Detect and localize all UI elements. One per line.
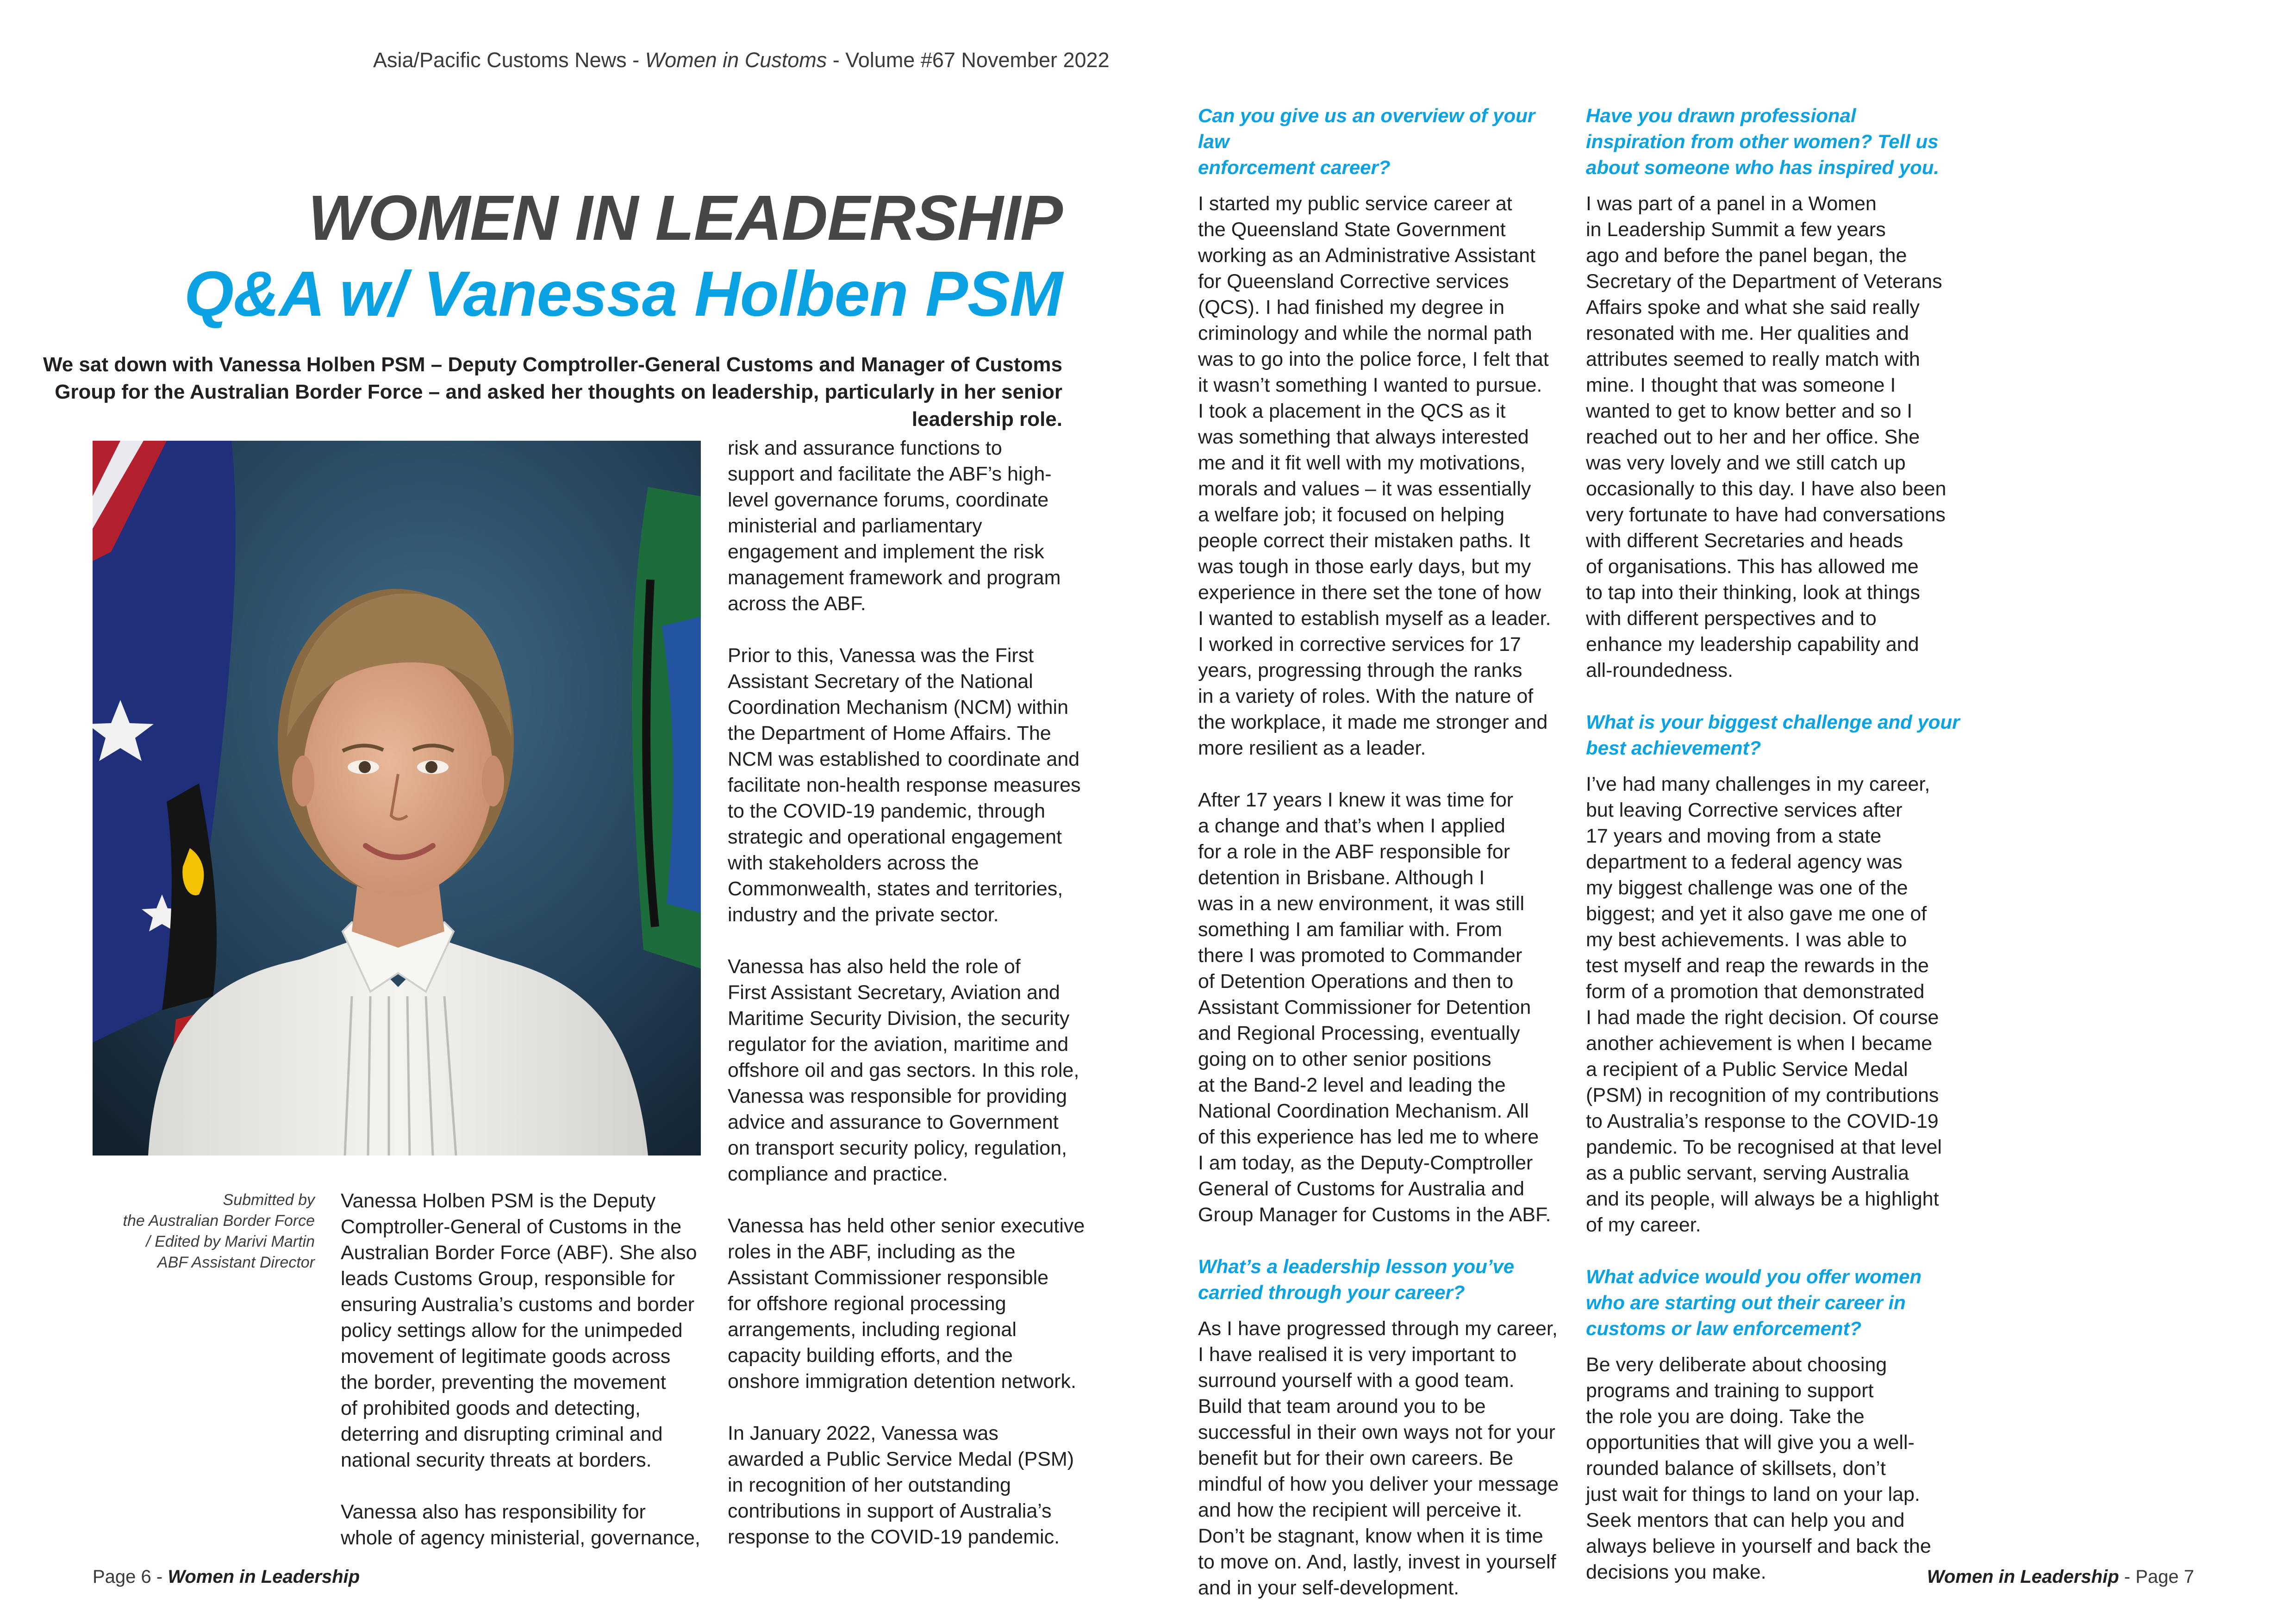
column-1 [341, 1188, 711, 1551]
paragraph: Prior to this, Vanessa was the First Assistant Secretary of the National Coordination Mechanism (NCM) within the Department of Home Affairs. The NCM was established to coordinate and facilitate non-health response measures to the COVID-19 pandemic, through strategic and operational engagement with stakeholders across the Commonwealth, states and territories, industry and the private sector. [728, 644, 1081, 926]
header-section: Women in Customs [645, 48, 827, 72]
paragraph: Vanessa also has responsibility for whole of agency ministerial, governance, [341, 1501, 700, 1549]
question-heading: What’s a leadership lesson you’ve carried through your career? [1198, 1255, 1515, 1303]
footer-section-title: Women in Leadership [1927, 1567, 2119, 1587]
column-2 [728, 435, 1098, 1550]
column-4 [1586, 103, 1965, 1585]
footer-right [1927, 1567, 2194, 1587]
paragraph: Vanessa Holben PSM is the Deputy Comptroller-General of Customs in the Australian Border Force (ABF). She also leads Customs Group, responsible for ensuring Australia’s customs and border policy settings allow for the unimpeded movement of legitimate goods across the border, preventing the movement of prohibited goods and detecting, deterring and disrupting criminal and national security threats at borders. [341, 1190, 697, 1471]
answer-paragraph: After 17 years I knew it was time for a change and that’s when I applied for a role in the ABF responsible for detention in Brisbane. Although I was in a new environment, it was still something I am familiar with. From there I was promoted to Commander of Detention Operations and then to Assistant Commissioner for Detention and Regional Processing, eventually going on to other senior positions at the Band-2 level and leading the National Coordination Mechanism. All of this experience has led me to where I am today, as the Deputy-Comptroller General of Customs for Australia and Group Manager for Customs in the ABF. [1198, 789, 1551, 1226]
article-intro: We sat down with Vanessa Holben PSM – Deputy Comptroller-General Customs and Manager of Customs Group for the Australian Border Force – and asked her thoughts on leadership, particularly in her senior leadership role. [43, 353, 1062, 431]
paragraph: Vanessa has also held the role of First Assistant Secretary, Aviation and Maritime Security Division, the security regulator for the aviation, maritime and offshore oil and gas sectors. In this role, Vanessa was responsible for providing advice and assurance to Government on transport security policy, regulation, compliance and practice. [728, 956, 1079, 1185]
portrait-photo [93, 441, 701, 1156]
portrait-illustration [93, 441, 701, 1156]
article-credit: Submitted by the Australian Border Force / Edited by Marivi Martin ABF Assistant Director [123, 1191, 315, 1271]
question-heading: What is your biggest challenge and your best achievement? [1586, 711, 1960, 759]
footer-page-number: Page 6 - [93, 1567, 168, 1587]
answer-paragraph: I started my public service career at the Queensland State Government working as an Administrative Assistant for Queensland Corrective services (QCS). I had finished my degree in criminology and while the normal path was to go into the police force, I felt that it wasn’t something I wanted to pursue. I took a placement in the QCS as it was something that always interested me and it fit well with my motivations, morals and values – it was essentially a welfare job; it focused on helping people correct their mistaken paths. It was tough in those early days, but my experience in there set the tone of how I wanted to establish myself as a leader. I worked in corrective services for 17 years, progressing through the ranks in a variety of roles. With the nature of the workplace, it made me stronger and more resilient as a leader. [1198, 193, 1551, 759]
running-header [373, 48, 1110, 72]
footer-left [93, 1567, 360, 1587]
header-prefix: Asia/Pacific Customs News - [373, 48, 645, 72]
paragraph: In January 2022, Vanessa was awarded a Public Service Medal (PSM) in recognition of her outstanding contributions in support of Australia’s response to the COVID-19 pandemic. [728, 1422, 1074, 1548]
question-heading: Can you give us an overview of your law enforcement career? [1198, 105, 1535, 178]
paragraph: Vanessa has held other senior executive roles in the ABF, including as the Assistant Commissioner responsible for offshore regional processing arrangements, including regional capacity building efforts, and the onshore immigration detention network. [728, 1215, 1085, 1393]
answer-paragraph: I was part of a panel in a Women in Leadership Summit a few years ago and before the panel began, the Secretary of the Department of Veterans Affairs spoke and what she said really resonated with me. Her qualities and attributes seemed to really match with mine. I thought that was someone I wanted to get to know better and so I reached out to her and her office. She was very lovely and we still catch up occasionally to this day. I have also been very fortunate to have had conversations with different Secretaries and heads of organisations. This has allowed me to tap into their thinking, look at things with different perspectives and to enhance my leadership capability and all-roundedness. [1586, 193, 1947, 681]
column-3 [1198, 103, 1568, 1601]
answer-paragraph: I’ve had many challenges in my career, but leaving Corrective services after 17 years and moving from a state department to a federal agency was my biggest challenge was one of the biggest; and yet it also gave me one of my best achievements. I was able to test myself and reap the rewards in the form of a promotion that demonstrated I had made the right decision. Of course another achievement is when I became a recipient of a Public Service Medal (PSM) in recognition of my contributions to Australia’s response to the COVID-19 pandemic. To be recognised at that level as a public servant, serving Australia and its people, will always be a highlight of my career. [1586, 773, 1942, 1236]
answer-paragraph: As I have progressed through my career, I have realised it is very important to surround yourself with a good team. Build that team around you to be successful in their own ways not for your benefit but for their own careers. Be mindful of how you deliver your message and how the recipient will perceive it. Don’t be stagnant, know when it is time to move on. And, lastly, invest in yourself and in your self-development. [1198, 1318, 1559, 1599]
answer-paragraph: Be very deliberate about choosing programs and training to support the role you are doing. Take the opportunities that will give you a well- rounded balance of skillsets, don’t just wait for things to land on your lap. Seek mentors that can help you and always believe in yourself and back the decisions you make. [1586, 1354, 1931, 1583]
question-heading: Have you drawn professional inspiration from other women? Tell us about someone who has inspired you. [1586, 105, 1940, 178]
footer-page-number: - Page 7 [2119, 1567, 2194, 1587]
question-heading: What advice would you offer women who are starting out their career in customs or law enforcement? [1586, 1266, 1922, 1339]
footer-section-title: Women in Leadership [168, 1567, 360, 1587]
article-subtitle: Q&A w/ Vanessa Holben PSM [184, 258, 1062, 330]
article-title: WOMEN IN LEADERSHIP [308, 182, 1062, 254]
paragraph: risk and assurance functions to support and facilitate the ABF’s high- level governance forums, coordinate ministerial and parliamentary engagement and implement the risk management framework and program across the ABF. [728, 437, 1061, 615]
header-suffix: - Volume #67 November 2022 [827, 48, 1110, 72]
